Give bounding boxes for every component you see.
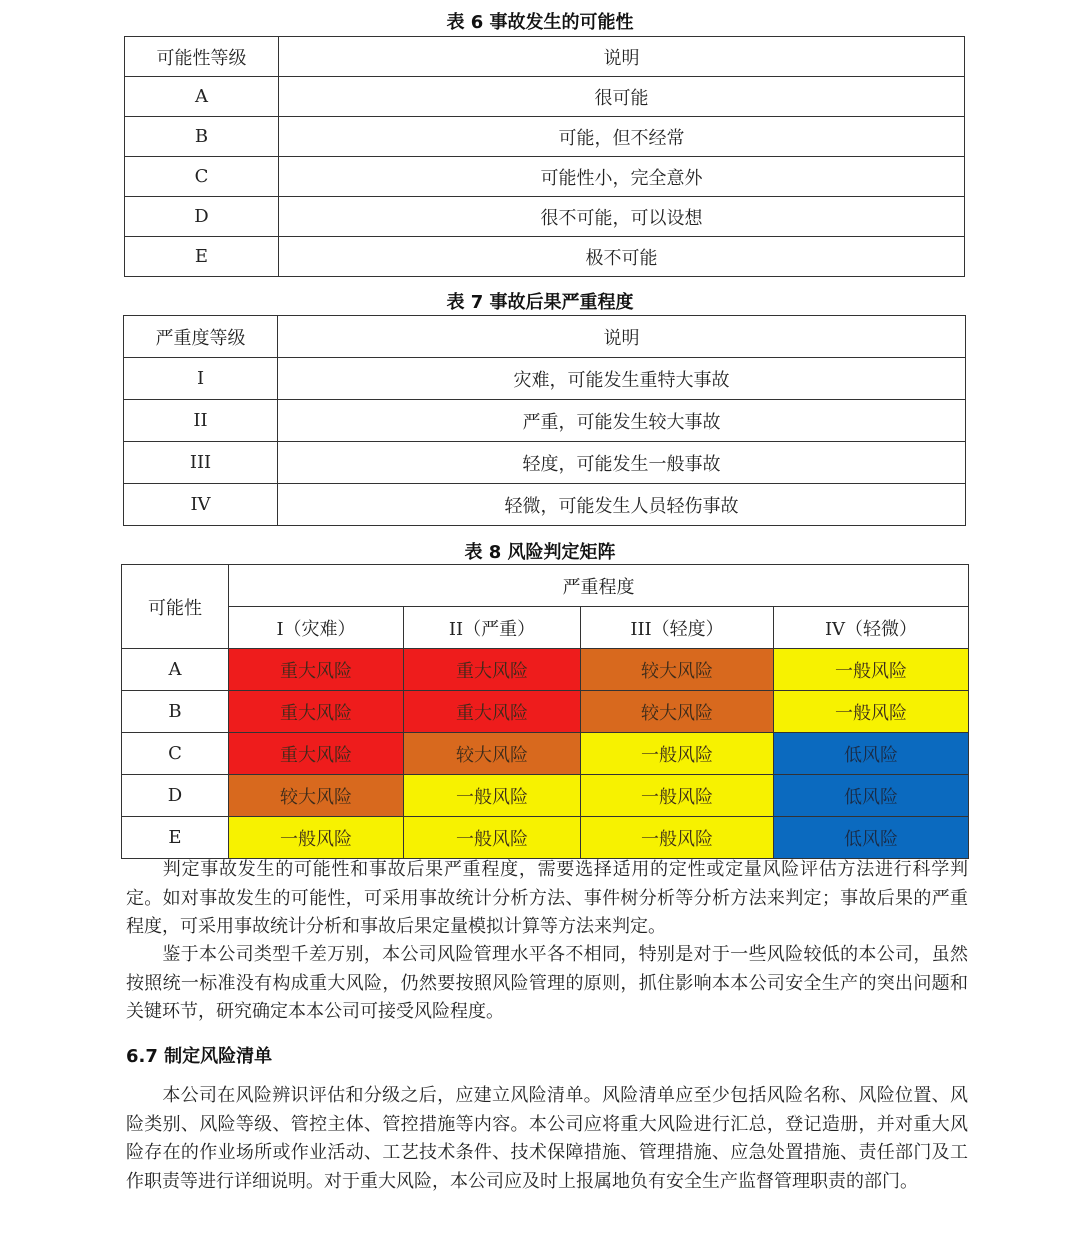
table6-caption: 表 6 事故发生的可能性 [446, 12, 634, 33]
section-title: 6.7 制定风险清单 [126, 1046, 273, 1067]
table-row [125, 157, 965, 197]
row-label-cell: C [122, 733, 229, 775]
risk-cell: 较大风险 [581, 691, 774, 733]
description-cell: 轻度，可能发生一般事故 [278, 442, 966, 484]
risk-cell: 一般风险 [581, 733, 774, 775]
description-cell: 很可能 [279, 77, 965, 117]
table7 [123, 315, 966, 526]
paragraph-3-text: 本公司在风险辨识评估和分级之后，应建立风险清单。风险清单应至少包括风险名称、风险位置、风险类别、风险等级、管控主体、管控措施等内容。本公司应将重大风险进行汇总，登记造册，并对重大风险存在的作业场所或作业活动、工艺技术条件、技术保障措施、管理措施、应急处置措施、责任部门及工作职责等进行详细说明。对于重大风险，本公司应及时上报属地负有安全生产监督管理职责的部门。 [126, 1085, 968, 1192]
risk-matrix-table [121, 564, 969, 859]
level-cell: III [124, 442, 278, 484]
risk-cell: 重大风险 [404, 691, 581, 733]
risk-cell: 一般风险 [229, 817, 404, 859]
header-cell: 说明 [278, 316, 966, 358]
row-label-cell: D [122, 775, 229, 817]
description-cell: 极不可能 [279, 237, 965, 277]
level-cell: B [125, 117, 279, 157]
level-cell: IV [124, 484, 278, 526]
risk-cell: 一般风险 [581, 775, 774, 817]
level-cell: A [125, 77, 279, 117]
table-row [124, 358, 966, 400]
risk-cell: 重大风险 [404, 649, 581, 691]
table6 [124, 36, 965, 277]
risk-cell: 一般风险 [404, 817, 581, 859]
risk-cell: 一般风险 [581, 817, 774, 859]
group-header-cell: 严重程度 [229, 565, 969, 607]
description-cell: 可能，但不经常 [279, 117, 965, 157]
table-header-row [124, 316, 966, 358]
description-cell: 严重，可能发生较大事故 [278, 400, 966, 442]
risk-cell: 较大风险 [581, 649, 774, 691]
risk-cell: 一般风险 [774, 649, 969, 691]
paragraph-2 [126, 941, 968, 1027]
risk-cell: 重大风险 [229, 691, 404, 733]
table-row [122, 691, 969, 733]
header-cell: 严重度等级 [124, 316, 278, 358]
level-cell: II [124, 400, 278, 442]
table-row [124, 484, 966, 526]
risk-cell: 低风险 [774, 775, 969, 817]
risk-cell: 一般风险 [404, 775, 581, 817]
level-cell: C [125, 157, 279, 197]
level-cell: I [124, 358, 278, 400]
header-cell: 可能性等级 [125, 37, 279, 77]
risk-cell: 较大风险 [229, 775, 404, 817]
table-row [124, 442, 966, 484]
description-cell: 可能性小，完全意外 [279, 157, 965, 197]
risk-cell: 重大风险 [229, 649, 404, 691]
description-cell: 很不可能，可以设想 [279, 197, 965, 237]
description-cell: 灾难，可能发生重特大事故 [278, 358, 966, 400]
table-row [125, 117, 965, 157]
level-cell: E [125, 237, 279, 277]
column-header-cell: I（灾难） [229, 607, 404, 649]
column-header-cell: IV（轻微） [774, 607, 969, 649]
table-row [122, 817, 969, 859]
row-label-cell: A [122, 649, 229, 691]
table7-caption: 表 7 事故后果严重程度 [446, 292, 634, 313]
row-label-cell: E [122, 817, 229, 859]
header-cell: 说明 [279, 37, 965, 77]
table-row [125, 197, 965, 237]
table-row [125, 77, 965, 117]
table-row [124, 400, 966, 442]
paragraph-1 [126, 856, 968, 942]
table-row [122, 775, 969, 817]
paragraph-2-text: 鉴于本公司类型千差万别，本公司风险管理水平各不相同，特别是对于一些风险较低的本公司，虽然按照统一标准没有构成重大风险，仍然要按照风险管理的原则，抓住影响本本公司安全生产的突出问题和关键环节，研究确定本本公司可接受风险程度。 [126, 944, 968, 1022]
table8-caption: 表 8 风险判定矩阵 [464, 542, 616, 563]
table-row [122, 733, 969, 775]
column-header-cell: III（轻度） [581, 607, 774, 649]
paragraph-1-text: 判定事故发生的可能性和事故后果严重程度，需要选择适用的定性或定量风险评估方法进行科学判定。如对事故发生的可能性，可采用事故统计分析方法、事件树分析等分析方法来判定；事故后果的严重程度，可采用事故统计分析和事故后果定量模拟计算等方法来判定。 [126, 859, 968, 937]
table-header-row [122, 607, 969, 649]
risk-cell: 重大风险 [229, 733, 404, 775]
table-header-row [122, 565, 969, 607]
risk-cell: 较大风险 [404, 733, 581, 775]
table-header-row [125, 37, 965, 77]
risk-cell: 低风险 [774, 733, 969, 775]
row-label-cell: B [122, 691, 229, 733]
level-cell: D [125, 197, 279, 237]
corner-cell: 可能性 [122, 565, 229, 649]
risk-cell: 一般风险 [774, 691, 969, 733]
column-header-cell: II（严重） [404, 607, 581, 649]
description-cell: 轻微，可能发生人员轻伤事故 [278, 484, 966, 526]
table-row [122, 649, 969, 691]
table-row [125, 237, 965, 277]
paragraph-3 [126, 1082, 968, 1196]
risk-cell: 低风险 [774, 817, 969, 859]
